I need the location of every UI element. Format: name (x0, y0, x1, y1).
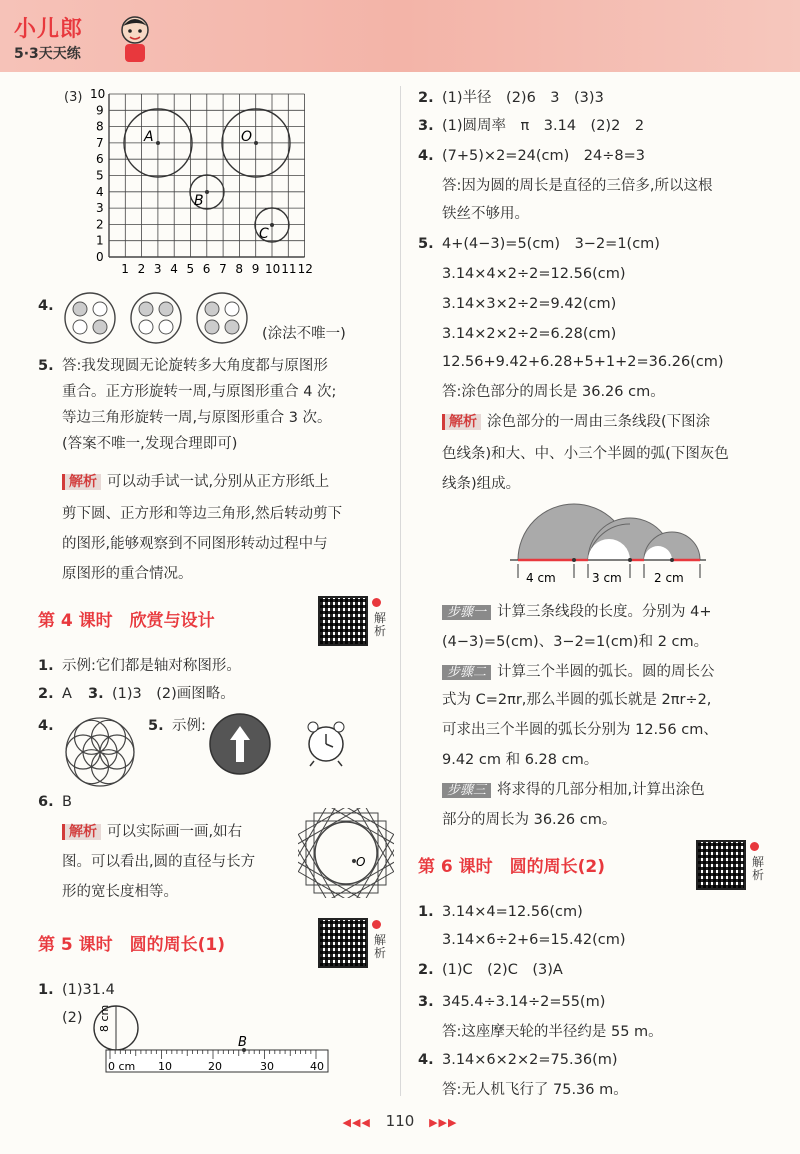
brand-name: 小儿郎 (14, 17, 84, 42)
page-number: 110 (385, 1112, 415, 1130)
play-icon (372, 598, 381, 607)
l6q2-text: (1)C (2)C (3)A (442, 962, 563, 978)
grid-x-tick: 11 (281, 262, 297, 276)
r-q2-text: (1)半径 (2)6 3 (3)3 (442, 90, 604, 106)
arrow-sign-icon (208, 712, 272, 776)
dim-2cm: 2 cm (654, 571, 684, 585)
grid-y-tick: 9 (96, 103, 104, 118)
lesson4-title: 第 4 课时 欣赏与设计 (38, 611, 215, 631)
r-q5-line4: 3.14×2×2÷2=6.28(cm) (442, 326, 617, 342)
label-a: A (144, 129, 154, 145)
grid-x-tick: 12 (297, 262, 313, 276)
alarm-clock-icon (304, 716, 348, 768)
ruler-label-20: 20 (208, 1060, 222, 1073)
q5-line2: 重合。正方形旋转一周,与原图形重合 4 次; (62, 384, 337, 400)
l6q4-answer: 答:无人机飞行了 75.36 m。 (442, 1082, 628, 1098)
q5-line4: (答案不唯一,发现合理即可) (62, 436, 238, 452)
step1-line1: 步骤一 计算三条线段的长度。分别为 4+ (442, 602, 712, 623)
dim-4cm: 4 cm (526, 571, 556, 585)
grid-x-tick: 9 (251, 262, 260, 276)
flower-circles (58, 712, 142, 792)
l4q3-num: 3. (88, 686, 104, 702)
ruler-label-10: 10 (158, 1060, 172, 1073)
grid-x-tick: 10 (265, 262, 281, 276)
l5q1-num: 1. (38, 982, 54, 998)
analysis-tag: 解析 (62, 474, 101, 490)
column-divider (400, 86, 401, 1096)
pattern-circles (60, 290, 260, 346)
next-arrows-icon: ▶▶▶ (429, 1116, 458, 1129)
page-number-row (0, 1112, 800, 1130)
lesson6-title: 第 6 课时 圆的周长(2) (418, 857, 606, 877)
grid-x-tick: 7 (219, 262, 227, 276)
q5-line1: 答:我发现圆无论旋转多大角度都与原图形 (62, 358, 328, 374)
q5-line3: 等边三角形旋转一周,与原图形重合 3 次。 (62, 410, 332, 426)
grid-y-tick: 0 (96, 250, 104, 264)
lesson6-qr-label: 解析 (752, 855, 765, 882)
r-q3-text: (1)圆周率 π 3.14 (2)2 2 (442, 118, 645, 134)
lesson5-title: 第 5 课时 圆的周长(1) (38, 935, 226, 955)
q4-note: (涂法不唯一) (262, 326, 346, 342)
r-q4-text: (7+5)×2=24(cm) 24÷8=3 (442, 148, 645, 164)
analysis1-line2: 剪下圆、正方形和等边三角形,然后转动剪下 (62, 506, 343, 522)
brand-logo (14, 12, 83, 63)
label-o: O (241, 129, 253, 145)
r-q4-answer2: 铁丝不够用。 (442, 206, 529, 222)
step2-line1: 步骤二 计算三个半圆的弧长。圆的周长公 (442, 662, 715, 683)
r-q5-line5: 12.56+9.42+6.28+5+1+2=36.26(cm) (442, 354, 724, 370)
grid-y-tick: 7 (96, 135, 104, 150)
ruler-label-30: 30 (260, 1060, 274, 1073)
l4q5-text: 示例: (172, 718, 206, 734)
r-q5-line2: 3.14×4×2÷2=12.56(cm) (442, 266, 626, 282)
l6q4-num: 4. (418, 1052, 434, 1068)
step2-line2: 式为 C=2πr,那么半圆的弧长就是 2πr÷2, (442, 692, 712, 708)
ruler-label-0: 0 cm (108, 1060, 136, 1073)
grid-y-tick: 10 (90, 87, 106, 101)
brand-subtitle: 5·3天天练 (14, 46, 81, 62)
analysis1-line3: 的图形,能够观察到不同图形转动过程中与 (62, 536, 328, 552)
play-icon-2 (372, 920, 381, 929)
r-q2-num: 2. (418, 90, 434, 106)
label-o-2: O (356, 855, 366, 869)
grid-x-tick: 3 (153, 262, 162, 276)
grid-y-tick: 5 (96, 168, 104, 183)
step3-line1: 步骤三 将求得的几部分相加,计算出涂色 (442, 780, 705, 801)
l4q1-num: 1. (38, 658, 54, 674)
r-analysis-line2: 色线条)和大、中、小三个半圆的弧(下图灰色 (442, 446, 729, 462)
analysis2-line3: 形的宽长度相等。 (62, 884, 178, 900)
label-b-ruler: B (238, 1035, 247, 1050)
lesson6-qr-code[interactable] (696, 840, 746, 890)
grid-y-tick: 4 (96, 184, 104, 199)
grid-figure (80, 86, 320, 276)
prev-arrows-icon: ◀◀◀ (342, 1116, 371, 1129)
grid-y-tick: 8 (96, 119, 104, 134)
q4-num: 4. (38, 298, 54, 314)
grid-x-tick: 8 (235, 262, 244, 276)
r-analysis-line1: 解析 涂色部分的一周由三条线段(下图涂 (442, 412, 710, 432)
lesson4-qr-code[interactable] (318, 596, 368, 646)
r-q5-line3: 3.14×3×2÷2=9.42(cm) (442, 296, 617, 312)
analysis1-line4: 原图形的重合情况。 (62, 566, 193, 582)
l5q1-text: (1)31.4 (62, 982, 115, 998)
r-q5-line6: 答:涂色部分的周长是 36.26 cm。 (442, 384, 665, 400)
grid-y-tick: 3 (96, 201, 104, 216)
semicircle-figure (508, 500, 708, 592)
mascot-icon (118, 14, 152, 64)
analysis1-line1: 解析 可以动手试一试,分别从正方形纸上 (62, 472, 329, 492)
step1-tag: 步骤一 (442, 605, 491, 620)
step2-line4: 9.42 cm 和 6.28 cm。 (442, 752, 599, 768)
step2-tag: 步骤二 (442, 665, 491, 680)
analysis-tag-3: 解析 (442, 414, 481, 430)
l4q5-num: 5. (148, 718, 164, 734)
play-icon-3 (750, 842, 759, 851)
grid-x-tick: 2 (137, 262, 146, 276)
ruler-label-40: 40 (310, 1060, 324, 1073)
lesson4-qr-label: 解析 (374, 611, 387, 638)
step1-line2: (4−3)=5(cm)、3−2=1(cm)和 2 cm。 (442, 634, 709, 650)
r-q4-answer1: 答:因为圆的周长是直径的三倍多,所以这根 (442, 178, 713, 194)
l4q4-num: 4. (38, 718, 54, 734)
step3-tag: 步骤三 (442, 783, 491, 798)
l4q1-text: 示例:它们都是轴对称图形。 (62, 658, 241, 674)
l6q1-line2: 3.14×6÷2+6=15.42(cm) (442, 932, 626, 948)
analysis-tag-2: 解析 (62, 824, 101, 840)
l4q3-text: (1)3 (2)画图略。 (112, 686, 235, 702)
l6q1-line1: 3.14×4=12.56(cm) (442, 904, 583, 920)
analysis2-line2: 图。可以看出,圆的直径与长方 (62, 854, 256, 870)
star-circle-figure (298, 808, 394, 898)
l6q3-answer: 答:这座摩天轮的半径约是 55 m。 (442, 1024, 663, 1040)
dim-3cm: 3 cm (592, 571, 622, 585)
label-c: C (259, 226, 269, 242)
grid-x-tick: 6 (202, 262, 211, 276)
l5q2-label: (2) (62, 1010, 83, 1026)
grid-y-tick: 2 (96, 217, 104, 232)
l4q6-num: 6. (38, 794, 54, 810)
l4q2-num: 2. (38, 686, 54, 702)
l6q1-num: 1. (418, 904, 434, 920)
lesson5-qr-code[interactable] (318, 918, 368, 968)
grid-y-tick: 6 (96, 152, 104, 167)
q5-num: 5. (38, 358, 54, 374)
l4q6-text: B (62, 794, 72, 810)
diameter-label: 8 cm (98, 1004, 111, 1032)
grid-x-tick: 5 (186, 262, 195, 276)
l4q2-text: A (62, 686, 72, 702)
r-analysis-line3: 线条)组成。 (442, 476, 521, 492)
grid-x-tick: 1 (121, 262, 129, 276)
lesson5-qr-label: 解析 (374, 933, 387, 960)
l6q4-text: 3.14×6×2×2=75.36(m) (442, 1052, 618, 1068)
r-q4-num: 4. (418, 148, 434, 164)
step3-line2: 部分的周长为 36.26 cm。 (442, 812, 617, 828)
r-q5-num: 5. (418, 236, 434, 252)
q3-label: (3) (64, 90, 83, 105)
r-q5-line1: 4+(4−3)=5(cm) 3−2=1(cm) (442, 236, 660, 252)
l6q2-num: 2. (418, 962, 434, 978)
grid-x-tick: 4 (170, 262, 178, 276)
step2-line3: 可求出三个半圆的弧长分别为 12.56 cm、 (442, 722, 718, 738)
r-q3-num: 3. (418, 118, 434, 134)
grid-y-tick: 1 (96, 233, 104, 248)
label-b: B (194, 193, 204, 209)
l6q3-num: 3. (418, 994, 434, 1010)
l6q3-text: 345.4÷3.14÷2=55(m) (442, 994, 606, 1010)
ruler-figure (88, 1004, 338, 1078)
analysis2-line1: 解析 可以实际画一画,如右 (62, 822, 242, 842)
